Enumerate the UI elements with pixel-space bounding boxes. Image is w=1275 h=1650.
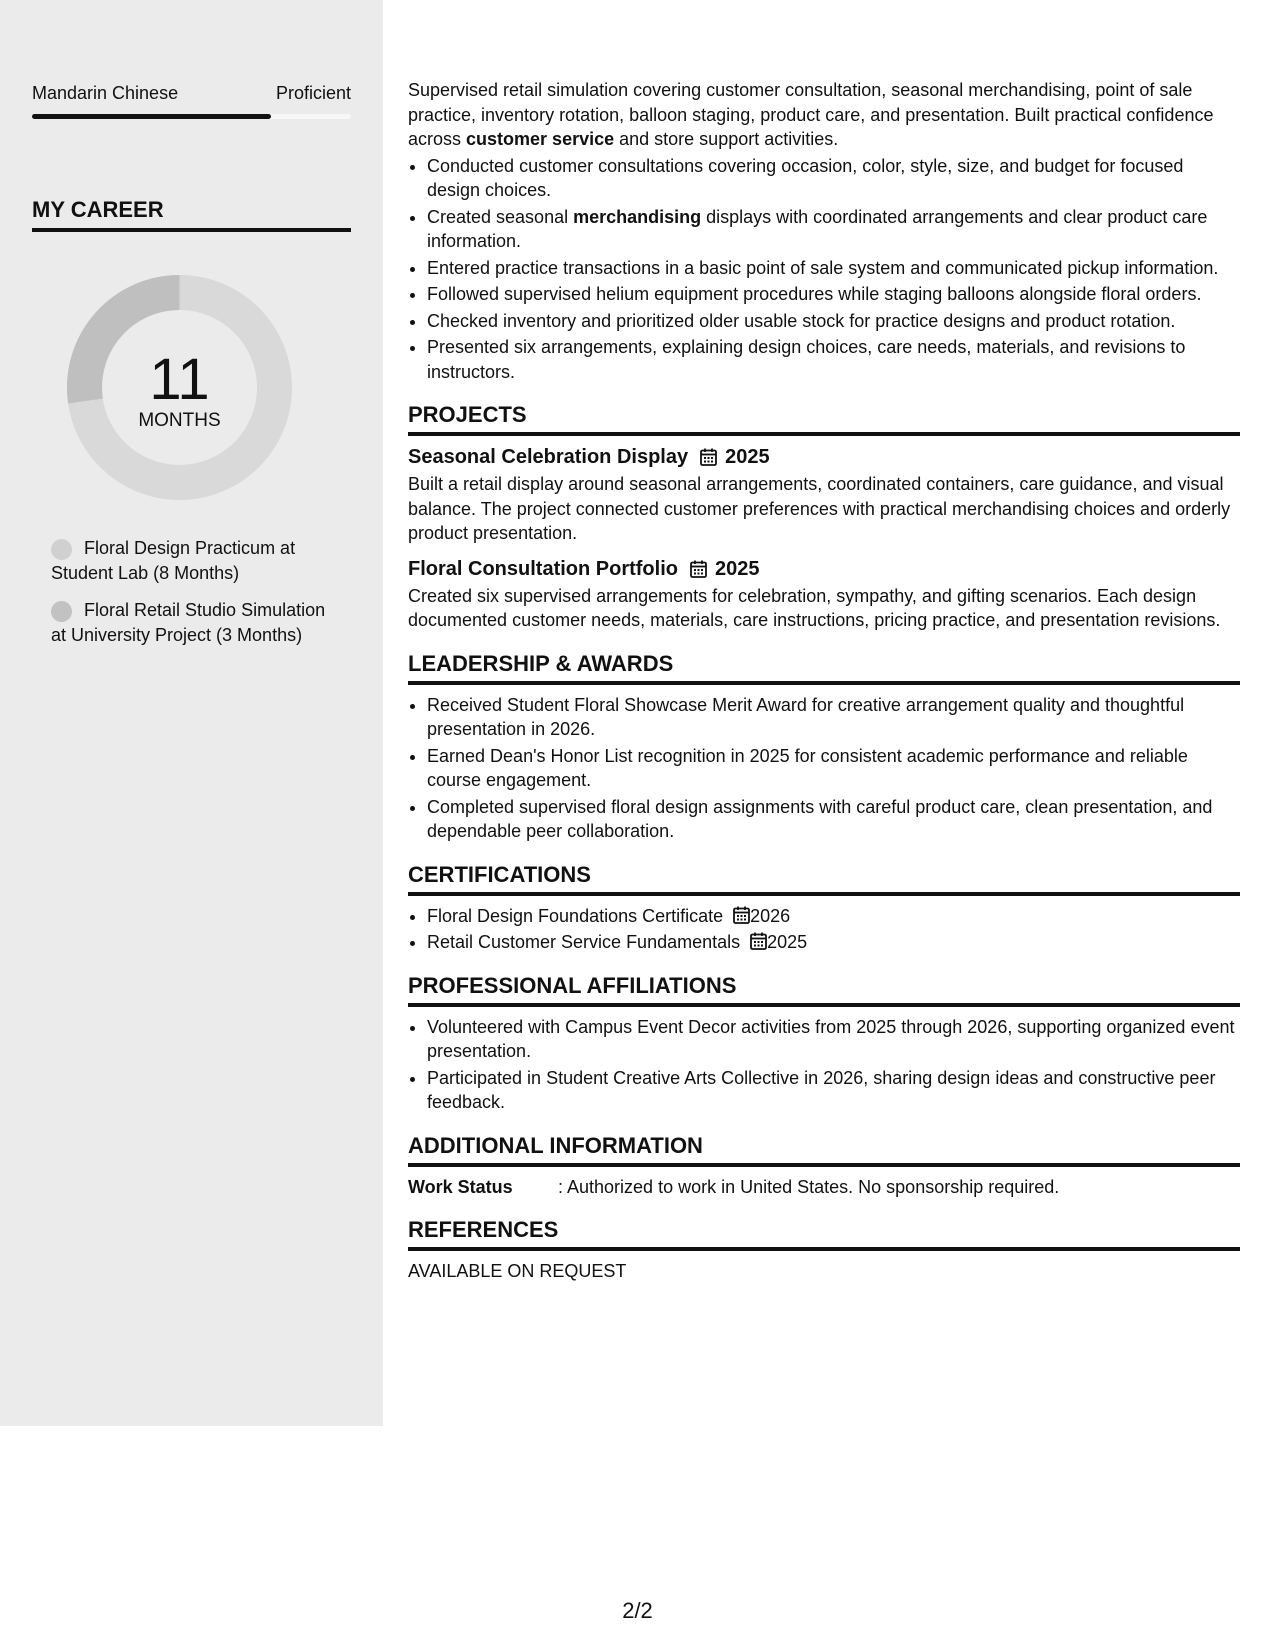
list-item <box>427 930 1240 955</box>
awards-list <box>408 693 1240 844</box>
project-year: 2025 <box>714 557 760 580</box>
additional-info-heading: ADDITIONAL INFORMATION <box>408 1133 1240 1167</box>
list-item: • Received Student Floral Showcase Merit Award for creative arrangement quality and thoughtful presentation in 2026. <box>427 693 1240 742</box>
affiliations-heading: PROFESSIONAL AFFILIATIONS <box>408 973 1240 1007</box>
experience-bullets <box>408 154 1240 385</box>
language-name: Mandarin Chinese <box>32 83 179 103</box>
work-status-value: : Authorized to work in United States. No sponsorship required. <box>558 1176 1060 1197</box>
certification-year: 2025 <box>767 932 808 952</box>
career-item <box>51 598 331 648</box>
list-item: • Checked inventory and prioritized older usable stock for practice designs and product rotation. <box>427 309 1240 334</box>
project-name: Seasonal Celebration Display <box>408 446 689 468</box>
certification-name: Floral Design Foundations Certificate <box>427 905 724 926</box>
list-item: • Participated in Student Creative Arts Collective in 2026, sharing design ideas and constructive peer feedback. <box>427 1066 1240 1115</box>
certification-name: Retail Customer Service Fundamentals <box>427 932 741 952</box>
career-item-text: Floral Design Practicum at Student Lab (8 Months) <box>51 538 296 583</box>
list-item: • Earned Dean's Honor List recognition in 2025 for consistent academic performance and reliable course engagement. <box>427 744 1240 793</box>
career-item-text: Floral Retail Studio Simulation at University Project (3 Months) <box>51 600 326 645</box>
awards-heading: LEADERSHIP & AWARDS <box>408 651 1240 685</box>
projects-heading: PROJECTS <box>408 402 1240 436</box>
list-item: • Presented six arrangements, explaining design choices, care needs, materials, and revisions to instructors. <box>427 335 1240 384</box>
career-total-unit: MONTHS <box>138 410 221 431</box>
certification-year: 2026 <box>750 905 791 926</box>
references-text: AVAILABLE ON REQUEST <box>408 1260 627 1281</box>
certifications-list <box>408 904 1240 955</box>
legend-dot <box>51 601 72 622</box>
career-heading: MY CAREER <box>32 197 351 232</box>
page-number: 2/2 <box>622 1598 653 1623</box>
language-proficiency-fill <box>32 114 271 119</box>
list-item: • Conducted customer consultations covering occasion, color, style, size, and budget for focused design choices. <box>427 154 1240 203</box>
list-item: • Volunteered with Campus Event Decor activities from 2025 through 2026, supporting organized event presentation. <box>427 1015 1240 1064</box>
main-content <box>408 78 1240 1283</box>
references-heading: REFERENCES <box>408 1217 1240 1251</box>
sidebar <box>0 0 383 1426</box>
career-total-value: 11 <box>149 347 210 412</box>
affiliations-list <box>408 1015 1240 1115</box>
project-entry <box>408 444 1240 546</box>
list-item: • Completed supervised floral design assignments with careful product care, clean presentation, and dependable peer collaboration. <box>427 795 1240 844</box>
career-item <box>51 536 331 586</box>
work-status-label: Work Status <box>408 1176 513 1197</box>
keyword: merchandising <box>573 206 702 227</box>
project-entry <box>408 556 1240 633</box>
calendar-icon <box>690 560 707 578</box>
language-entry <box>32 82 351 119</box>
list-item: • Created seasonal merchandising displays with coordinated arrangements and clear product care information. <box>427 205 1240 254</box>
calendar-icon <box>700 448 717 466</box>
project-name: Floral Consultation Portfolio <box>408 557 678 580</box>
certifications-heading: CERTIFICATIONS <box>408 862 1240 896</box>
experience-summary: Supervised retail simulation covering customer consultation, seasonal merchandising, point of sale practice, inventory rotation, balloon staging, product care, and presentation. Built practical confidence across customer service and store support activities. <box>408 80 1214 149</box>
list-item: • Entered practice transactions in a basic point of sale system and communicated pickup information. <box>427 256 1240 281</box>
language-proficiency-bar <box>32 114 351 119</box>
project-description: Built a retail display around seasonal arrangements, coordinated containers, care guidance, and visual balance. The project connected customer preferences with practical merchandising choices and orderly product presentation. <box>408 474 1231 543</box>
keyword: customer service <box>466 129 615 149</box>
language-level: Proficient <box>275 83 351 103</box>
legend-dot <box>51 539 72 560</box>
project-description: Created six supervised arrangements for celebration, sympathy, and gifting scenarios. Each design documented customer needs, materials, care instructions, pricing practice, and presentation revisions. <box>408 585 1221 630</box>
project-year: 2025 <box>725 446 770 468</box>
list-item: • Followed supervised helium equipment procedures while staging balloons alongside floral orders. <box>427 282 1240 307</box>
work-status-row <box>408 1175 1240 1199</box>
list-item <box>427 904 1240 929</box>
career-list <box>51 536 331 660</box>
calendar-icon <box>750 932 767 950</box>
calendar-icon <box>733 906 750 924</box>
